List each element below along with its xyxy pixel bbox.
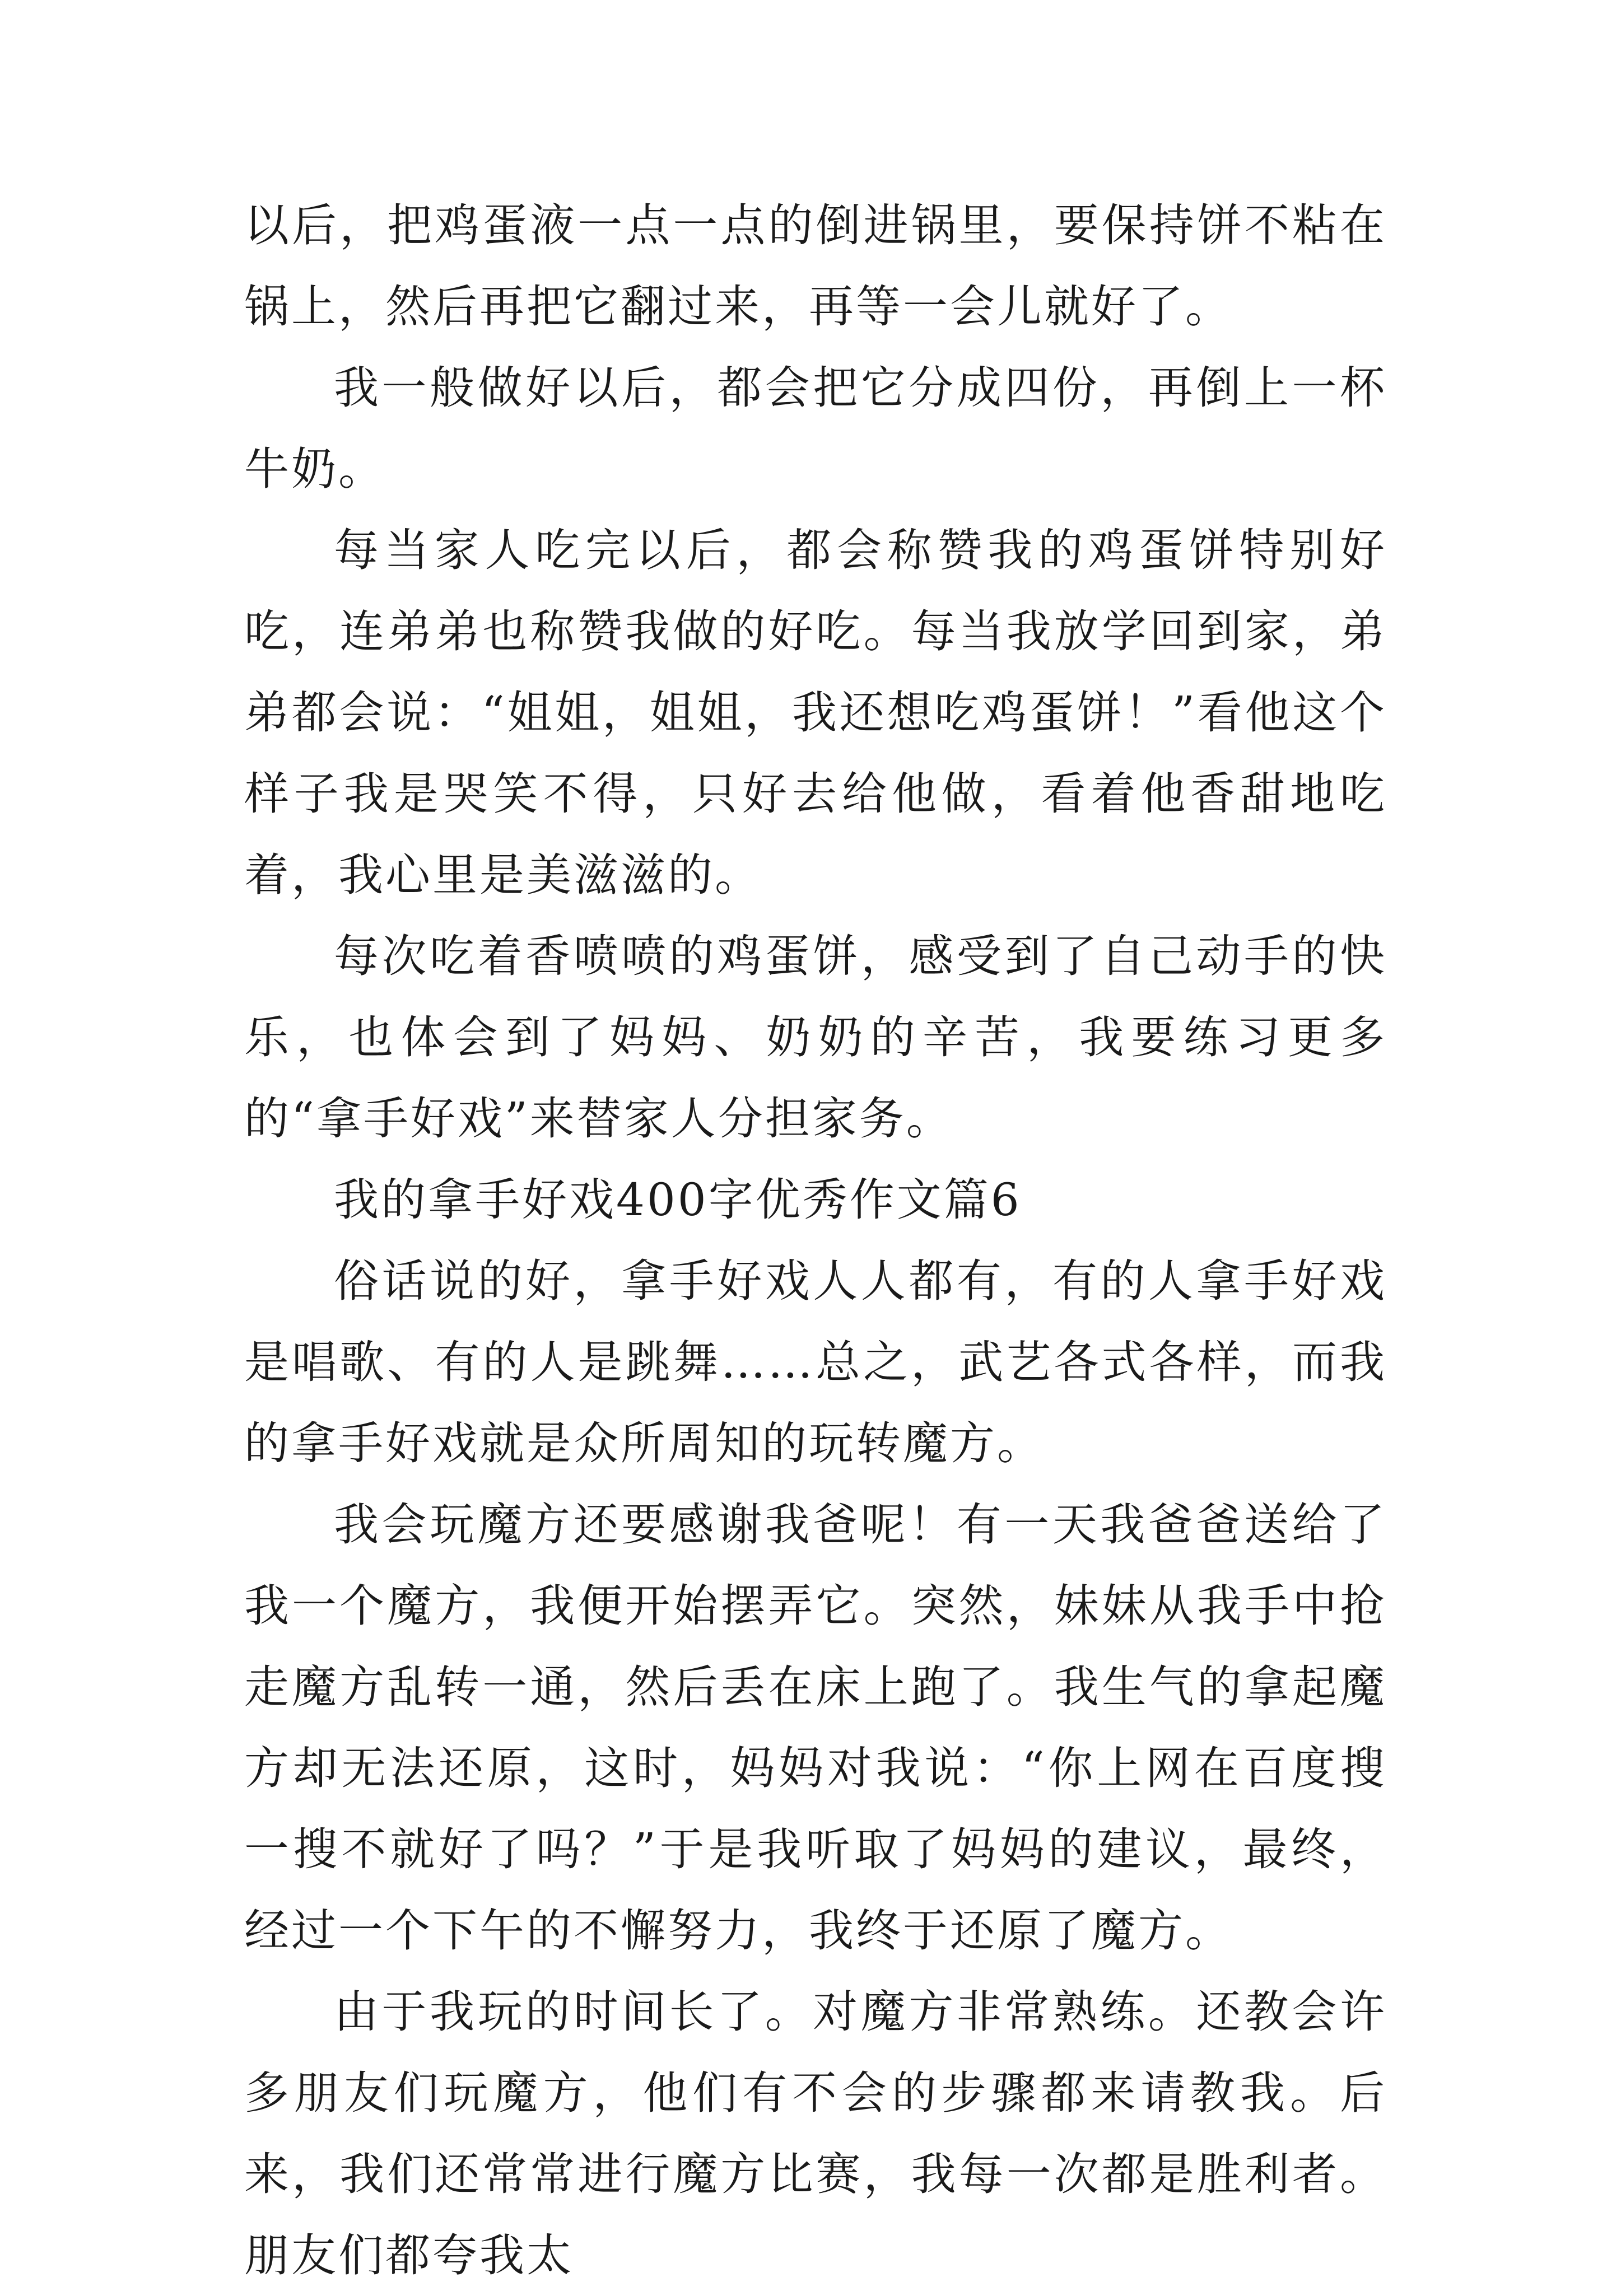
paragraph: 由于我玩的时间长了。对魔方非常熟练。还教会许多朋友们玩魔方，他们有不会的步骤都来请教我。后来，我们还常常进行魔方比赛，我每一次都是胜利者。朋友们都夸我太 <box>244 1986 1387 2281</box>
paragraph-continuation: 以后，把鸡蛋液一点一点的倒进锅里，要保持饼不粘在锅上，然后再把它翻过来，再等一会儿就好了。 <box>244 199 1387 333</box>
paragraph: 我会玩魔方还要感谢我爸呢！有一天我爸爸送给了我一个魔方，我便开始摆弄它。突然，妹妹从我手中抢走魔方乱转一通，然后丢在床上跑了。我生气的拿起魔方却无法还原，这时，妈妈对我说：“你上网在百度搜一搜不就好了吗？”于是我听取了妈妈的建议，最终，经过一个下午的不懈努力，我终于还原了魔方。 <box>244 1499 1387 1957</box>
section-heading: 我的拿手好戏400字优秀作文篇6 <box>334 1174 1022 1226</box>
paragraph: 每次吃着香喷喷的鸡蛋饼，感受到了自己动手的快乐，也体会到了妈妈、奶奶的辛苦，我要练习更多的“拿手好戏”来替家人分担家务。 <box>244 930 1387 1145</box>
document-body <box>244 185 1387 2296</box>
paragraph: 每当家人吃完以后，都会称赞我的鸡蛋饼特别好吃，连弟弟也称赞我做的好吃。每当我放学回到家，弟弟都会说：“姐姐，姐姐，我还想吃鸡蛋饼！”看他这个样子我是哭笑不得，只好去给他做，看着他香甜地吃着，我心里是美滋滋的。 <box>244 524 1387 901</box>
paragraph: 俗话说的好，拿手好戏人人都有，有的人拿手好戏是唱歌、有的人是跳舞……总之，武艺各式各样，而我的拿手好戏就是众所周知的玩转魔方。 <box>244 1255 1387 1469</box>
paragraph: 我一般做好以后，都会把它分成四份，再倒上一杯牛奶。 <box>244 362 1387 495</box>
